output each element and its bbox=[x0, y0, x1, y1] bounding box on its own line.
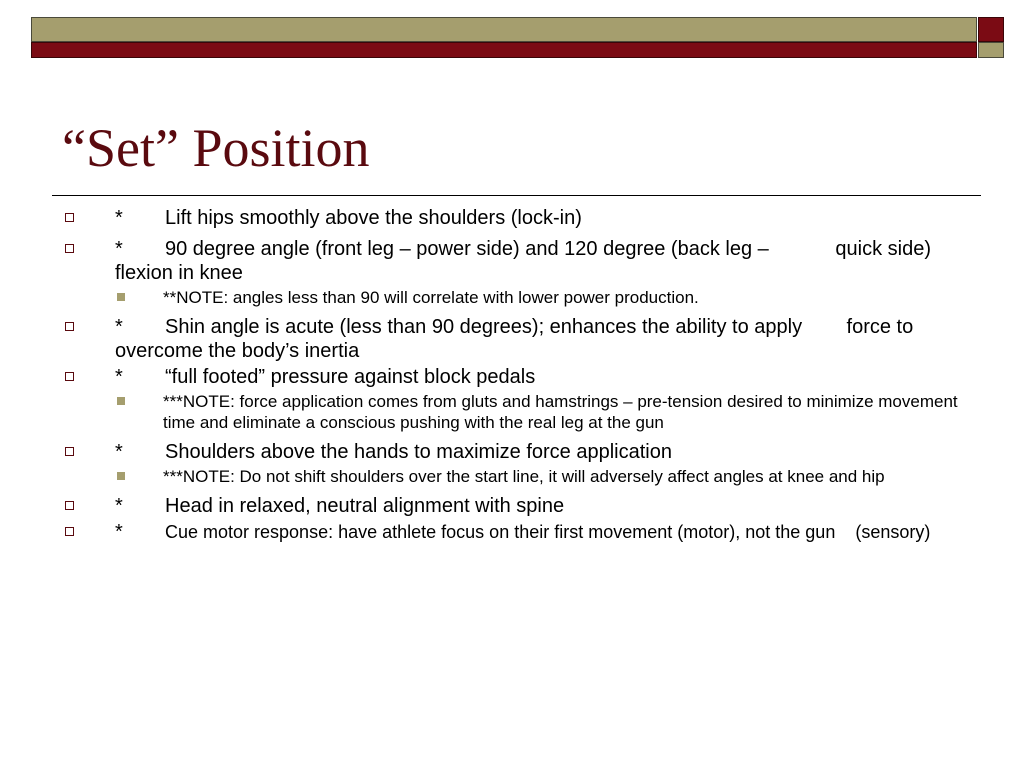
bullet-item bbox=[0, 494, 960, 518]
header-band-top bbox=[31, 17, 977, 42]
hollow-square-bullet-icon bbox=[65, 213, 74, 222]
bullet-text: Cue motor response: have athlete focus on their first movement (motor), not the gun (sensory) bbox=[165, 522, 931, 542]
sub-bullet-text: ***NOTE: force application comes from gluts and hamstrings – pre-tension desired to minimize movement time and eliminate a conscious pushing with the real leg at the gun bbox=[163, 392, 958, 432]
filled-square-bullet-icon bbox=[117, 472, 125, 480]
header-band-bottom bbox=[31, 42, 977, 58]
bullet-star: * bbox=[115, 238, 123, 260]
bullet-item bbox=[0, 520, 960, 544]
hollow-square-bullet-icon bbox=[65, 527, 74, 536]
bullet-item bbox=[0, 440, 960, 464]
sub-bullet-item bbox=[0, 466, 963, 487]
bullet-item bbox=[0, 315, 960, 363]
hollow-square-bullet-icon bbox=[65, 244, 74, 253]
bullet-text: Head in relaxed, neutral alignment with spine bbox=[165, 495, 565, 517]
hollow-square-bullet-icon bbox=[65, 322, 74, 331]
sub-bullet-item bbox=[0, 391, 963, 433]
bullet-text: Shin angle is acute (less than 90 degrees); enhances the ability to apply force to overcome the body’s inertia bbox=[115, 316, 919, 362]
bullet-text: “full footed” pressure against block pedals bbox=[165, 366, 536, 388]
sub-bullet-text: ***NOTE: Do not shift shoulders over the start line, it will adversely affect angles at knee and hip bbox=[163, 467, 885, 486]
hollow-square-bullet-icon bbox=[65, 501, 74, 510]
bullet-text: Shoulders above the hands to maximize force application bbox=[165, 441, 672, 463]
bullet-star: * bbox=[115, 441, 123, 463]
bullet-star: * bbox=[115, 366, 123, 388]
hollow-square-bullet-icon bbox=[65, 447, 74, 456]
header-corner-block-top bbox=[978, 17, 1004, 42]
bullet-item bbox=[0, 206, 960, 230]
header-corner-block-bottom bbox=[978, 42, 1004, 58]
title-divider bbox=[52, 195, 981, 196]
sub-bullet-text: **NOTE: angles less than 90 will correlate with lower power production. bbox=[163, 288, 699, 307]
filled-square-bullet-icon bbox=[117, 397, 125, 405]
bullet-star: * bbox=[115, 521, 123, 543]
bullet-item bbox=[0, 237, 960, 285]
filled-square-bullet-icon bbox=[117, 293, 125, 301]
bullet-item bbox=[0, 365, 960, 389]
slide-title: “Set” Position bbox=[62, 118, 370, 178]
hollow-square-bullet-icon bbox=[65, 372, 74, 381]
bullet-star: * bbox=[115, 316, 123, 338]
bullet-star: * bbox=[115, 495, 123, 517]
bullet-star: * bbox=[115, 207, 123, 229]
bullet-text: 90 degree angle (front leg – power side) and 120 degree (back leg – quick side) flexion in knee bbox=[115, 238, 937, 284]
bullet-list bbox=[0, 206, 1000, 551]
bullet-text: Lift hips smoothly above the shoulders (lock-in) bbox=[165, 207, 582, 229]
sub-bullet-item bbox=[0, 287, 963, 308]
